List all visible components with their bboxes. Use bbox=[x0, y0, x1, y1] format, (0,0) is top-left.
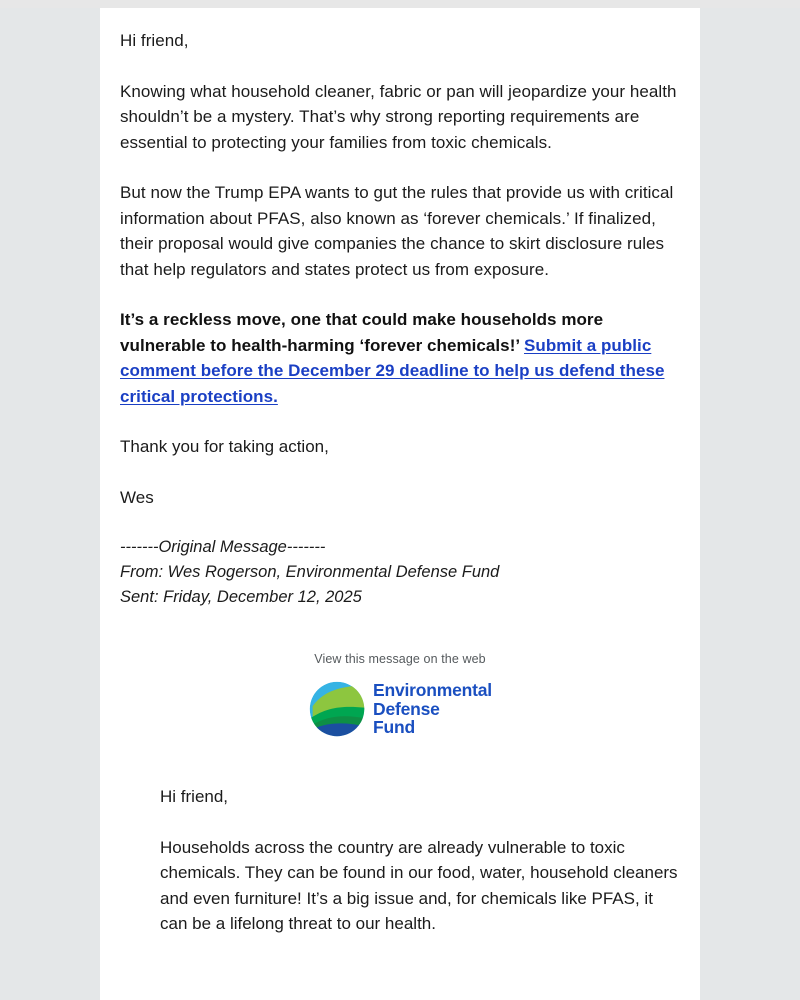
edf-globe-logo-icon bbox=[308, 680, 366, 738]
edf-wordmark-line-3: Fund bbox=[373, 717, 415, 738]
original-message-header bbox=[120, 535, 680, 610]
email-message-card bbox=[100, 8, 700, 1000]
original-message-from: From: Wes Rogerson, Environmental Defense Fund bbox=[120, 563, 500, 581]
quoted-body bbox=[100, 784, 700, 937]
top-background-band bbox=[0, 0, 800, 8]
edf-logo-lockup bbox=[308, 680, 492, 738]
quoted-greeting: Hi friend, bbox=[160, 787, 229, 806]
reply-greeting: Hi friend, bbox=[120, 31, 189, 50]
reply-paragraph-2: But now the Trump EPA wants to gut the rules that provide us with critical information about PFAS, also known as ‘forever chemicals.’ If finalized, their proposal would give companies the chance to skirt disclosure rules that help regulators and states protect us from exposure. bbox=[120, 183, 674, 279]
edf-wordmark bbox=[373, 681, 492, 737]
call-to-action-paragraph bbox=[120, 307, 680, 409]
reply-signature: Wes bbox=[120, 487, 154, 507]
reply-body bbox=[100, 8, 700, 610]
quoted-original-message bbox=[100, 610, 700, 937]
original-message-divider: -------Original Message------- bbox=[120, 538, 326, 556]
edf-logo-row bbox=[100, 680, 700, 738]
quoted-paragraph-1: Households across the country are already vulnerable to toxic chemicals. They can be found in our food, water, household cleaners and even furniture! It’s a big issue and, for chemicals like PFAS, it can be a lifelong threat to our health. bbox=[160, 837, 678, 933]
reply-closing: Thank you for taking action, bbox=[120, 437, 329, 456]
original-message-sent: Sent: Friday, December 12, 2025 bbox=[120, 588, 362, 606]
edf-wordmark-line-2: Defense bbox=[373, 698, 440, 719]
submit-public-comment-link[interactable]: Submit a public comment before the December 29 deadline to help us defend these critical protections. bbox=[120, 335, 665, 406]
reply-paragraph-1: Knowing what household cleaner, fabric or pan will jeopardize your health shouldn’t be a mystery. That’s why strong reporting requirements are essential to protecting your families from toxic chemicals. bbox=[120, 81, 677, 152]
cta-bold-lead: It’s a reckless move, one that could make households more vulnerable to health-harming ‘forever chemicals!’ bbox=[120, 310, 604, 355]
view-on-web-link[interactable]: View this message on the web bbox=[314, 652, 486, 666]
edf-wordmark-line-1: Environmental bbox=[373, 680, 492, 701]
